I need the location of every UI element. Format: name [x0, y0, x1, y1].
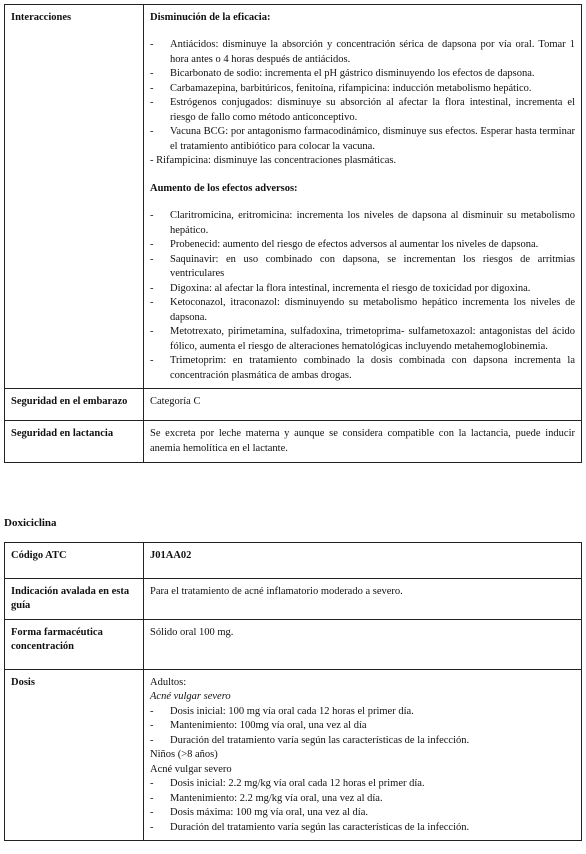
indicacion-value: Para el tratamiento de acné inflamatorio moderado a severo.: [144, 579, 582, 620]
list-item: - Dosis inicial: 100 mg vía oral cada 12 horas el primer día.: [150, 705, 575, 719]
dosis-label: Dosis: [5, 669, 144, 840]
ninos-subheading: Acné vulgar severo: [150, 763, 232, 775]
forma-label: Forma farmacéutica concentración: [5, 619, 144, 669]
aumento-list: [150, 209, 575, 383]
adultos-heading: Adultos:: [150, 676, 187, 688]
list-item: - Dosis inicial: 2.2 mg/kg vía oral cada 12 horas el primer día.: [150, 777, 575, 791]
list-item: - Dosis máxima: 100 mg vía oral, una vez al día.: [150, 806, 575, 820]
list-item: - Bicarbonato de sodio: incrementa el pH gástrico disminuyendo los efectos de dapsona.: [150, 67, 575, 81]
dosis-row: [5, 669, 582, 840]
adultos-subheading: Acné vulgar severo: [150, 691, 231, 703]
indicacion-label: Indicación avalada en esta guía: [5, 579, 144, 620]
atc-row: [5, 543, 582, 579]
lactancia-row: [5, 421, 582, 463]
list-item: - Duración del tratamiento varía según las características de la infección.: [150, 734, 575, 748]
list-item: - Ketoconazol, itraconazol: disminuyendo su metabolismo hepático incrementa los niveles de dapsona.: [150, 296, 575, 325]
lactancia-value: Se excreta por leche materna y aunque se considera compatible con la lactancia, puede inducir anemia hemolítica en el lactante.: [144, 421, 582, 463]
dapsona-table: [4, 4, 582, 463]
list-item: - Trimetoprim: en tratamiento combinado la dosis combinada con dapsona incrementa la concentración plasmática de ambas drogas.: [150, 354, 575, 383]
interacciones-value: [144, 5, 582, 389]
rifampicina-line: - Rifampicina: disminuye las concentraciones plasmáticas.: [150, 155, 397, 167]
adultos-list: [150, 705, 575, 748]
embarazo-row: [5, 389, 582, 421]
list-item: - Digoxina: al afectar la flora intestinal, incrementa el riesgo de toxicidad por digoxina.: [150, 282, 575, 296]
list-item: - Duración del tratamiento varía según las características de la infección.: [150, 821, 575, 835]
lactancia-label: Seguridad en lactancia: [5, 421, 144, 463]
list-item: - Vacuna BCG: por antagonismo farmacodinámico, disminuye sus efectos. Esperar hasta terminar el tratamiento antibiótico para colocar la vacuna.: [150, 125, 575, 154]
dosis-value: [144, 669, 582, 840]
doxiciclina-table: [4, 542, 582, 841]
indicacion-row: [5, 579, 582, 620]
list-item: - Metotrexato, pirimetamina, sulfadoxina, trimetoprima- sulfametoxazol: antagonistas del ácido fólico, aumenta el riesgo de alteraciones hematológicas incluyendo metahemoglobinemia.: [150, 325, 575, 354]
list-item: - Claritromicina, eritromicina: incrementa los niveles de dapsona al disminuir su metabolismo hepático.: [150, 209, 575, 238]
atc-label: Código ATC: [5, 543, 144, 579]
list-item: - Antiácidos: disminuye la absorción y concentración sérica de dapsona por vía oral. Tomar 1 hora antes o 4 horas después de antiácidos.: [150, 38, 575, 67]
ninos-list: [150, 777, 575, 835]
ninos-heading: Niños (>8 años): [150, 749, 218, 761]
disminucion-heading: Disminución de la eficacia:: [150, 12, 271, 23]
section-title: Doxiciclina: [4, 517, 57, 529]
list-item: - Mantenimiento: 2.2 mg/kg vía oral, una vez al día.: [150, 792, 575, 806]
list-item: - Mantenimiento: 100mg vía oral, una vez al día: [150, 719, 575, 733]
embarazo-value: Categoría C: [144, 389, 582, 421]
disminucion-list: [150, 38, 575, 154]
list-item: - Carbamazepina, barbitúricos, fenitoína, rifampicina: inducción metabolismo hepático.: [150, 82, 575, 96]
interacciones-row: [5, 5, 582, 389]
list-item: - Estrógenos conjugados: disminuye su absorción al afectar la flora intestinal, incrementa el riesgo de fallo como método anticonceptivo.: [150, 96, 575, 125]
embarazo-label: Seguridad en el embarazo: [5, 389, 144, 421]
forma-row: [5, 619, 582, 669]
interacciones-label: Interacciones: [5, 5, 144, 389]
forma-value: Sólido oral 100 mg.: [144, 619, 582, 669]
atc-value: J01AA02: [144, 543, 582, 579]
list-item: - Probenecid: aumento del riesgo de efectos adversos al aumentar los niveles de dapsona.: [150, 238, 575, 252]
list-item: - Saquinavir: en uso combinado con dapsona, se incrementan los riesgos de arritmias ventriculares: [150, 253, 575, 282]
aumento-heading: Aumento de los efectos adversos:: [150, 182, 298, 194]
